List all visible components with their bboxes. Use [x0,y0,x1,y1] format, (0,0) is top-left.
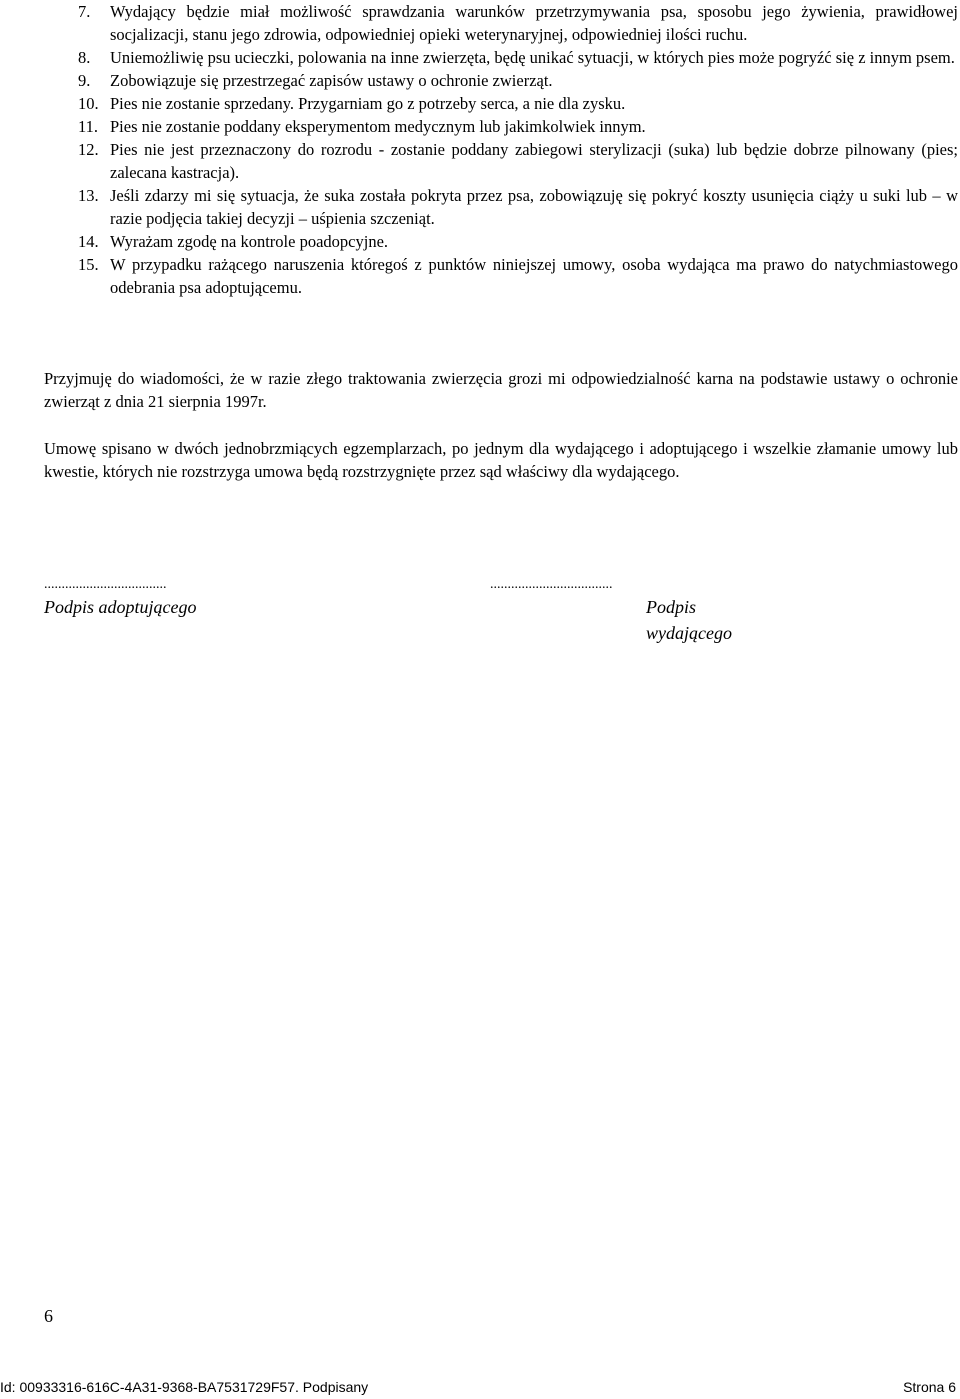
clause-text: Pies nie jest przeznaczony do rozrodu - zostanie poddany zabiegowi sterylizacji (suka) lub będzie dobrze pilnowany (pies; zalecana kastracja). [110,140,958,182]
signature-label: Podpis wydającego [646,597,732,643]
signature-line: ................................... [44,577,167,592]
clause-number: 11. [78,117,99,136]
clause-item [78,46,958,69]
clause-item [78,0,958,46]
issuer-signature [490,576,750,646]
clause-text: Wydający będzie miał możliwość sprawdzania warunków przetrzymywania psa, sposobu jego żywienia, prawidłowej socjalizacji, stanu jego zdrowia, odpowiedniej opieki weterynaryjnej, odpowiedniej ilości ruchu. [110,2,958,44]
clause-text: Pies nie zostanie poddany eksperymentom medycznym lub jakimkolwiek innym. [110,117,646,136]
clause-text: Wyrażam zgodę na kontrole poadopcyjne. [110,232,389,251]
clause-list [78,0,958,299]
clause-item [78,230,958,253]
clause-text: Uniemożliwię psu ucieczki, polowania na inne zwierzęta, będę unikać sytuacji, w których pies może pogryźć się z innym psem. [110,48,955,67]
clause-number: 12. [78,140,99,159]
clause-text: W przypadku rażącego naruszenia któregoś z punktów niniejszej umowy, osoba wydająca ma prawo do natychmiastowego odebrania psa adoptującemu. [110,255,958,297]
clause-item [78,115,958,138]
clause-item [78,184,958,230]
clause-number: 9. [78,71,91,90]
clause-text: Jeśli zdarzy mi się sytuacja, że suka została pokryta przez psa, zobowiązuję się pokryć koszty usunięcia ciąży u suki lub – w razie podjęcia takiej decyzji – uśpienia szczeniąt. [110,186,958,228]
liability-paragraph: Przyjmuję do wiadomości, że w razie złego traktowania zwierzęcia grozi mi odpowiedzialność karna na podstawie ustawy o ochronie zwierząt z dnia 21 sierpnia 1997r. [44,369,958,411]
clause-item [78,69,958,92]
footer-page-label: Strona 6 [903,1379,956,1395]
document-id: Id: 00933316-616C-4A31-9368-BA7531729F57. Podpisany [0,1379,369,1395]
adopter-signature [44,576,304,620]
signature-line: ................................... [490,577,613,592]
clause-item [78,92,958,115]
clause-item [78,138,958,184]
clause-number: 10. [78,94,99,113]
signature-label: Podpis adoptującego [44,597,197,617]
clause-item [78,253,958,299]
page-number: 6 [44,1306,53,1326]
clause-number: 8. [78,48,91,67]
clause-text: Pies nie zostanie sprzedany. Przygarniam go z potrzeby serca, a nie dla zysku. [110,94,626,113]
clause-text: Zobowiązuje się przestrzegać zapisów ustawy o ochronie zwierząt. [110,71,553,90]
clause-number: 14. [78,232,99,251]
clause-number: 7. [78,2,91,21]
clause-number: 13. [78,186,99,205]
copies-paragraph: Umowę spisano w dwóch jednobrzmiących egzemplarzach, po jednym dla wydającego i adoptującego i wszelkie złamanie umowy lub kwestie, których nie rozstrzyga umowa będą rozstrzygnięte przez sąd właściwy dla wydającego. [44,439,958,481]
clause-number: 15. [78,255,99,274]
